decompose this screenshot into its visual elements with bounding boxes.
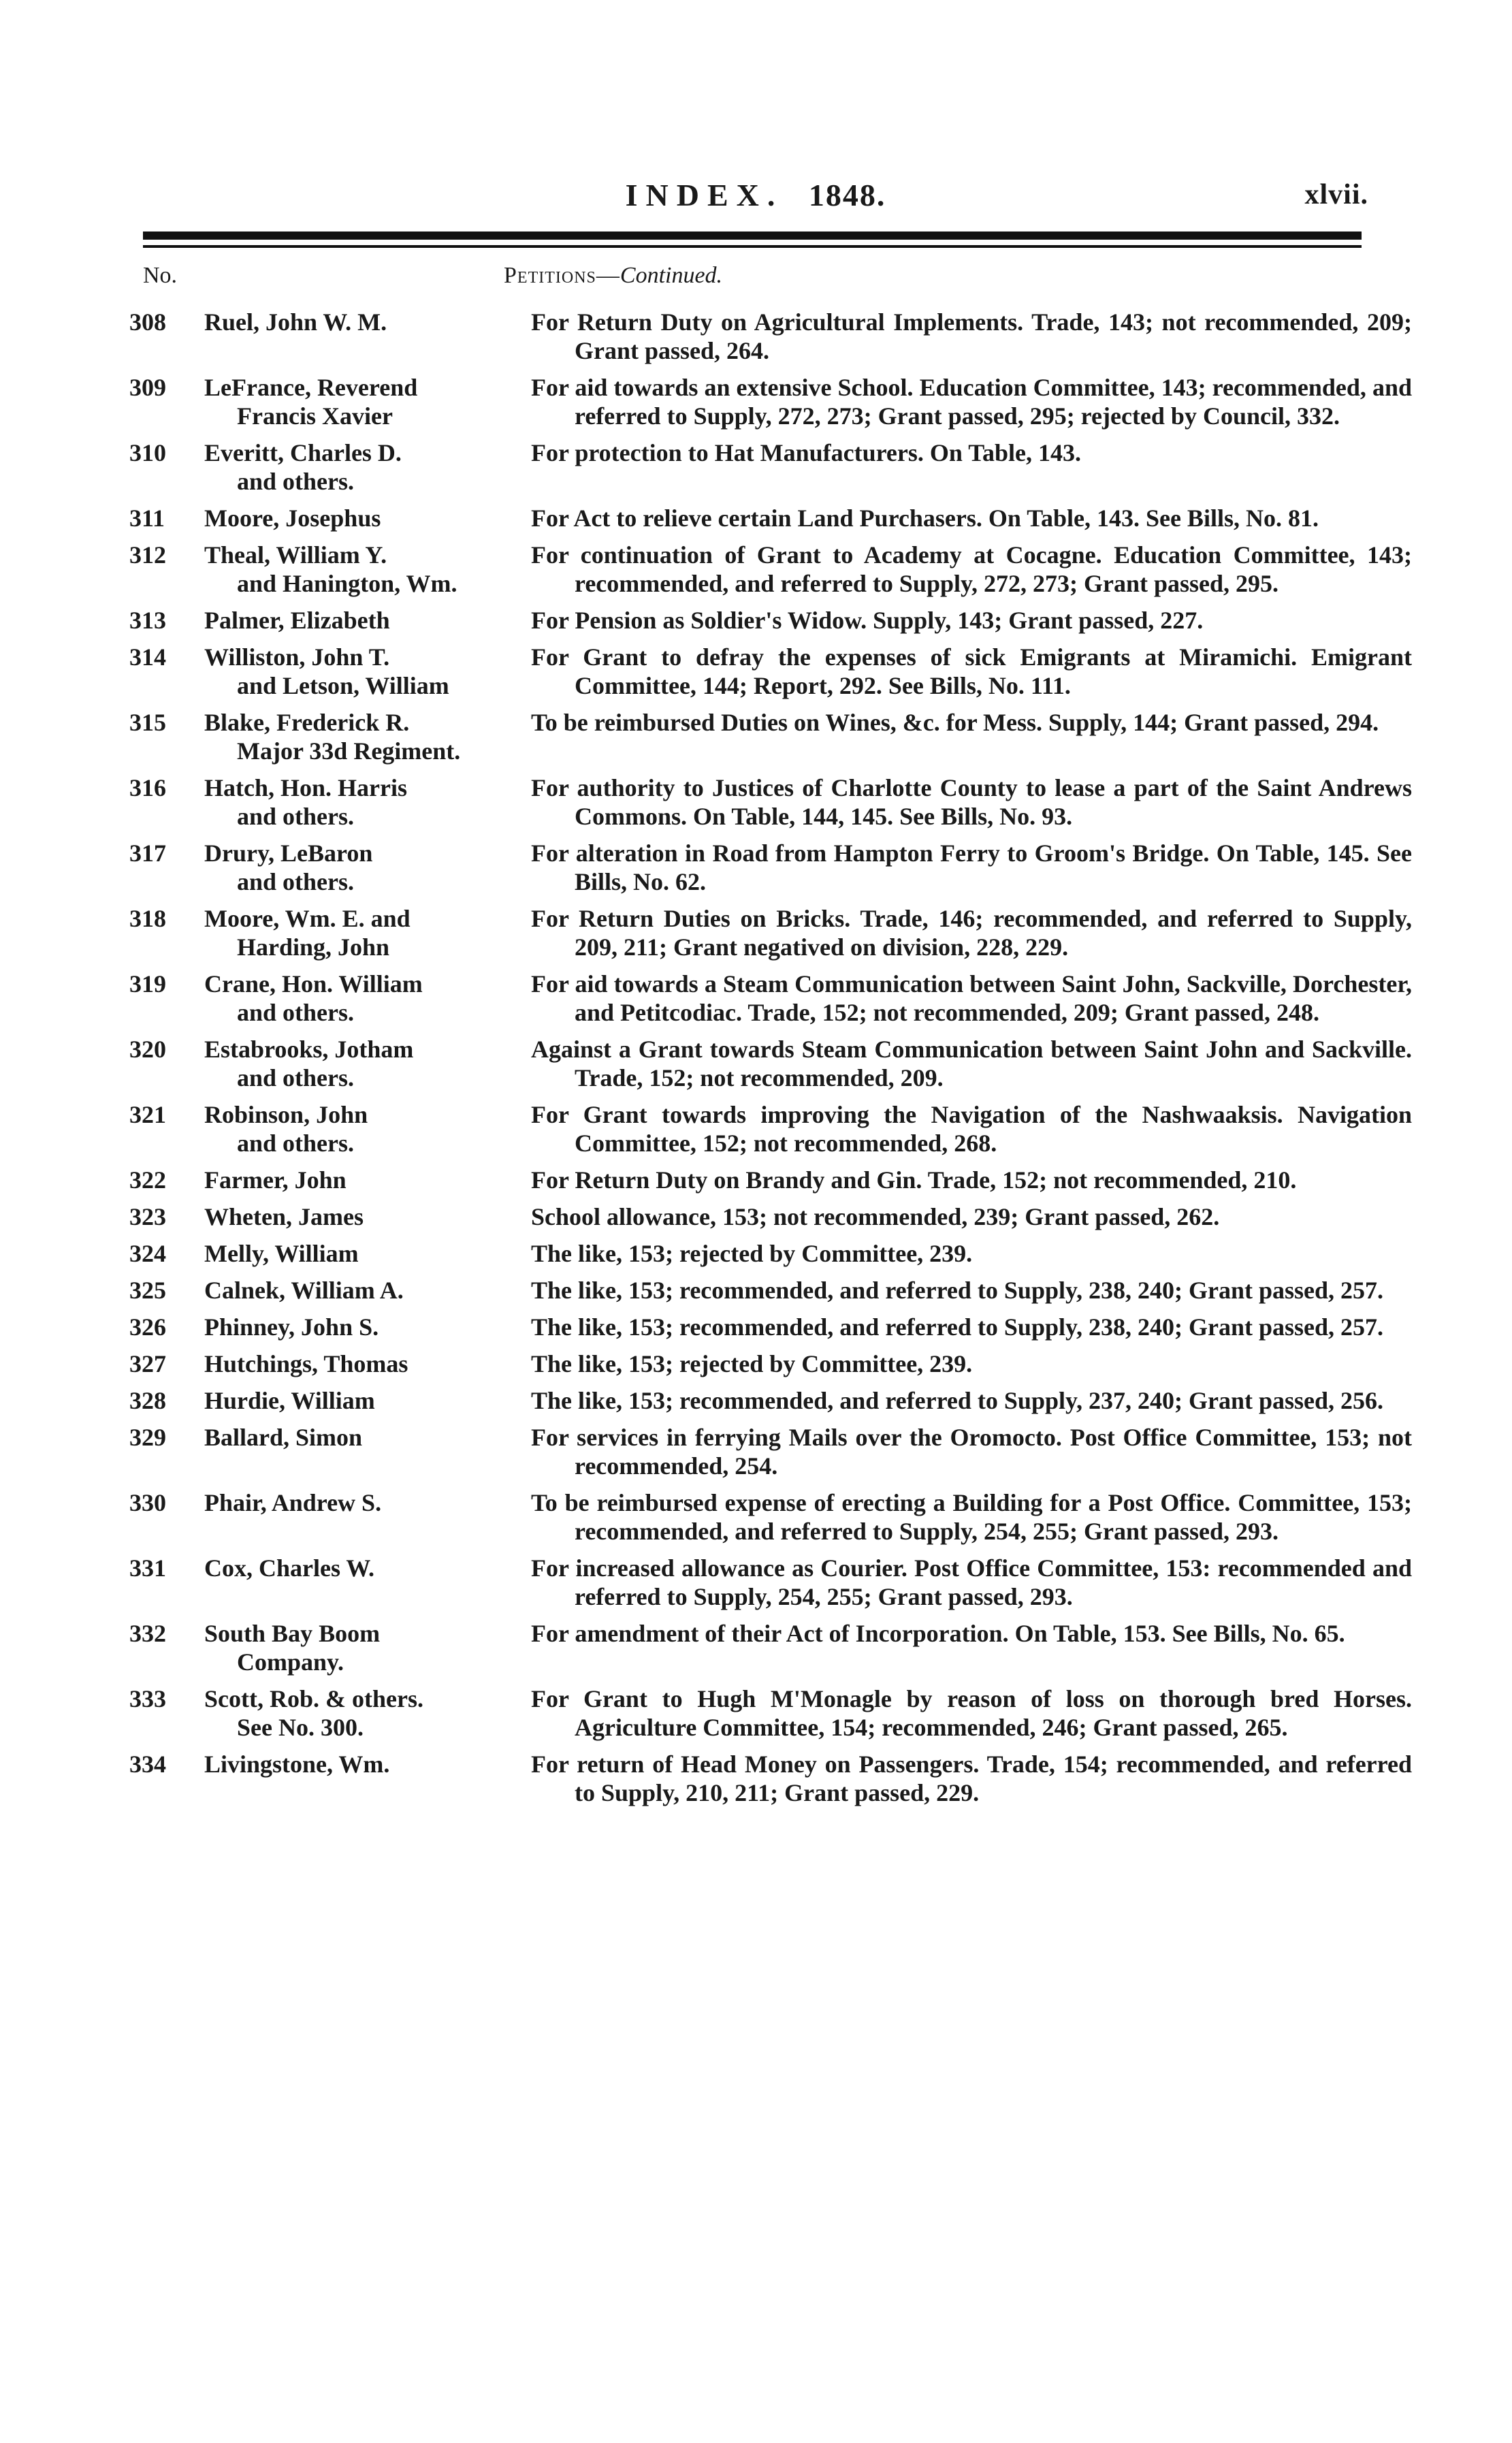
petitioner-name-line1: Blake, Frederick R. bbox=[204, 709, 410, 736]
index-entry bbox=[129, 643, 1412, 700]
petitioner-name-line1: LeFrance, Reverend bbox=[204, 374, 418, 401]
header-rule-thick bbox=[143, 231, 1362, 240]
index-entry bbox=[129, 541, 1412, 598]
petition-description: For return of Head Money on Passengers. Trade, 154; recommended, and referred to Supply, 210, 211; Grant passed, 229. bbox=[531, 1751, 1412, 1806]
petitioner-name-line1: Moore, Wm. E. and bbox=[204, 905, 411, 932]
year: 1848. bbox=[808, 178, 886, 212]
running-title bbox=[143, 177, 1368, 213]
petitioner-name bbox=[204, 1684, 524, 1742]
petitioner-name-line1: Everitt, Charles D. bbox=[204, 439, 402, 466]
entry-number: 313 bbox=[129, 607, 166, 634]
petitioner-name bbox=[204, 708, 524, 765]
petitioner-name-line1: Robinson, John bbox=[204, 1101, 368, 1128]
petitioner-name bbox=[204, 504, 524, 532]
petitioner-name-line1: Phinney, John S. bbox=[204, 1313, 379, 1341]
entry-number: 333 bbox=[129, 1685, 166, 1712]
entry-number: 329 bbox=[129, 1424, 166, 1451]
petitioner-name bbox=[204, 1750, 524, 1778]
index-entry bbox=[129, 1554, 1412, 1611]
index-entry bbox=[129, 1313, 1384, 1341]
petitioner-name-line1: Moore, Josephus bbox=[204, 505, 381, 532]
petitioner-name-line2: Company. bbox=[237, 1648, 344, 1676]
petition-description: For alteration in Road from Hampton Ferry to Groom's Bridge. On Table, 145. See Bills, No. 62. bbox=[531, 840, 1412, 895]
petition-description: For services in ferrying Mails over the Oromocto. Post Office Committee, 153; not recommended, 254. bbox=[531, 1424, 1412, 1480]
petition-description: For Grant to defray the expenses of sick Emigrants at Miramichi. Emigrant Committee, 144; Report, 292. See Bills, No. 111. bbox=[531, 643, 1412, 699]
petitioner-name-line2: and others. bbox=[237, 868, 355, 895]
petitioner-name bbox=[204, 1202, 524, 1231]
petitioner-name bbox=[204, 1350, 524, 1378]
entry-number: 317 bbox=[129, 840, 166, 867]
entry-number: 322 bbox=[129, 1166, 166, 1194]
petitioner-name bbox=[204, 839, 524, 896]
entry-number: 319 bbox=[129, 970, 166, 997]
petitioner-name-line1: Hatch, Hon. Harris bbox=[204, 774, 407, 801]
petitioner-name-line2: and Letson, William bbox=[237, 672, 449, 699]
petitioner-name bbox=[204, 1100, 524, 1157]
petition-entries bbox=[129, 308, 1412, 1815]
petitioner-name-line1: Ruel, John W. M. bbox=[204, 308, 387, 336]
page-number: xlvii. bbox=[1304, 179, 1368, 210]
entry-number: 321 bbox=[129, 1101, 166, 1128]
petitioner-name bbox=[204, 1035, 524, 1092]
entry-number: 332 bbox=[129, 1620, 166, 1647]
petitioner-name-line2: and others. bbox=[237, 803, 355, 830]
petition-description: For Pension as Soldier's Widow. Supply, 143; Grant passed, 227. bbox=[531, 607, 1204, 634]
petition-description: For protection to Hat Manufacturers. On Table, 143. bbox=[531, 439, 1081, 466]
petition-description: For Return Duty on Brandy and Gin. Trade, 152; not recommended, 210. bbox=[531, 1166, 1297, 1194]
entry-number: 326 bbox=[129, 1313, 166, 1341]
petitioner-name-line1: Crane, Hon. William bbox=[204, 970, 423, 997]
petitioner-name-line1: Palmer, Elizabeth bbox=[204, 607, 390, 634]
petition-description: For Return Duty on Agricultural Implements. Trade, 143; not recommended, 209; Grant passed, 264. bbox=[531, 308, 1412, 364]
petitioner-name-line2: and others. bbox=[237, 999, 355, 1026]
entry-number: 331 bbox=[129, 1554, 166, 1582]
petition-description: To be reimbursed Duties on Wines, &c. for Mess. Supply, 144; Grant passed, 294. bbox=[531, 709, 1379, 736]
petitioner-name-line2: and Hanington, Wm. bbox=[237, 570, 457, 597]
petitioner-name bbox=[204, 373, 524, 430]
index-word: INDEX. bbox=[625, 178, 784, 212]
petitioner-name bbox=[204, 438, 524, 496]
petitioner-name bbox=[204, 643, 524, 700]
index-entry bbox=[129, 1100, 1412, 1157]
petition-description: For Grant to Hugh M'Monagle by reason of loss on thorough bred Horses. Agriculture Committee, 154; recommended, 246; Grant passed, 265. bbox=[531, 1685, 1412, 1741]
index-entry bbox=[129, 308, 1412, 365]
index-entry bbox=[129, 1035, 1412, 1092]
index-entry bbox=[129, 1423, 1412, 1480]
petitioner-name-line1: Drury, LeBaron bbox=[204, 840, 373, 867]
petitioner-name-line1: South Bay Boom bbox=[204, 1620, 381, 1647]
entry-number: 308 bbox=[129, 308, 166, 336]
index-entry bbox=[129, 1239, 1375, 1268]
index-entry bbox=[129, 606, 1375, 635]
page-header bbox=[143, 177, 1368, 231]
petition-description: To be reimbursed expense of erecting a Building for a Post Office. Committee, 153; recommended, and referred to Supply, 254, 255; Grant passed, 293. bbox=[531, 1489, 1412, 1545]
petitioner-name-line2: and others. bbox=[237, 468, 355, 495]
entry-number: 318 bbox=[129, 905, 166, 932]
petitioner-name bbox=[204, 1488, 524, 1517]
petition-description: For Act to relieve certain Land Purchasers. On Table, 143. See Bills, No. 81. bbox=[531, 505, 1319, 532]
entry-number: 325 bbox=[129, 1277, 166, 1304]
petitioner-name bbox=[204, 1313, 524, 1341]
petition-description: The like, 153; rejected by Committee, 239. bbox=[531, 1240, 973, 1267]
entry-number: 315 bbox=[129, 709, 166, 736]
index-entry bbox=[129, 1488, 1412, 1546]
petitioner-name-line2: See No. 300. bbox=[237, 1714, 364, 1741]
petition-description: For Grant towards improving the Navigation of the Nashwaaksis. Navigation Committee, 152; not recommended, 268. bbox=[531, 1101, 1412, 1157]
petitioner-name bbox=[204, 308, 524, 336]
petitioner-name-line2: Harding, John bbox=[237, 933, 390, 961]
petition-description: The like, 153; recommended, and referred to Supply, 237, 240; Grant passed, 256. bbox=[531, 1387, 1384, 1414]
index-entry bbox=[129, 1386, 1384, 1415]
petitioner-name-line1: Hurdie, William bbox=[204, 1387, 375, 1414]
petition-description: School allowance, 153; not recommended, 239; Grant passed, 262. bbox=[531, 1203, 1220, 1230]
petitioner-name-line1: Cox, Charles W. bbox=[204, 1554, 375, 1582]
petitioner-name bbox=[204, 1619, 524, 1676]
petition-description: The like, 153; recommended, and referred to Supply, 238, 240; Grant passed, 257. bbox=[531, 1277, 1384, 1304]
index-entry bbox=[129, 1202, 1375, 1231]
column-heading bbox=[143, 263, 1362, 297]
petition-description: The like, 153; recommended, and referred to Supply, 238, 240; Grant passed, 257. bbox=[531, 1313, 1384, 1341]
petition-description: For Return Duties on Bricks. Trade, 146; recommended, and referred to Supply, 209, 211; Grant negatived on division, 228, 229. bbox=[531, 905, 1412, 961]
entry-number: 309 bbox=[129, 374, 166, 401]
entry-number: 312 bbox=[129, 541, 166, 569]
entry-number: 311 bbox=[129, 505, 165, 532]
petitioner-name bbox=[204, 970, 524, 1027]
petitioner-name-line1: Theal, William Y. bbox=[204, 541, 387, 569]
index-entry bbox=[129, 1750, 1412, 1807]
petitioner-name-line2: Francis Xavier bbox=[237, 402, 393, 430]
entry-number: 330 bbox=[129, 1489, 166, 1516]
petition-description: Against a Grant towards Steam Communication between Saint John and Sackville. Trade, 152; not recommended, 209. bbox=[531, 1036, 1412, 1091]
petitioner-name-line1: Livingstone, Wm. bbox=[204, 1751, 390, 1778]
section-heading bbox=[504, 263, 722, 289]
petitioner-name-line2: and others. bbox=[237, 1130, 355, 1157]
petitioner-name bbox=[204, 773, 524, 831]
petitioner-name bbox=[204, 1239, 524, 1268]
petitioner-name bbox=[204, 1386, 524, 1415]
petitioner-name bbox=[204, 1276, 524, 1305]
petitioner-name bbox=[204, 541, 524, 598]
petitioner-name-line1: Scott, Rob. & others. bbox=[204, 1685, 423, 1712]
petitioner-name-line1: Williston, John T. bbox=[204, 643, 390, 671]
entry-number: 328 bbox=[129, 1387, 166, 1414]
petitioner-name bbox=[204, 904, 524, 961]
petition-description: For continuation of Grant to Academy at Cocagne. Education Committee, 143; recommended, and referred to Supply, 272, 273; Grant passed, 295. bbox=[531, 541, 1412, 597]
section-continued: Continued. bbox=[620, 263, 723, 288]
petition-description: For amendment of their Act of Incorporation. On Table, 153. See Bills, No. 65. bbox=[531, 1620, 1345, 1647]
index-entry bbox=[129, 1684, 1412, 1742]
petitioner-name-line2: and others. bbox=[237, 1064, 355, 1091]
petitioner-name-line1: Farmer, John bbox=[204, 1166, 347, 1194]
petition-description: For aid towards a Steam Communication between Saint John, Sackville, Dorchester, and Petitcodiac. Trade, 152; not recommended, 209; Grant passed, 248. bbox=[531, 970, 1412, 1026]
index-entry bbox=[129, 504, 1375, 532]
index-entry bbox=[129, 373, 1412, 430]
entry-number: 316 bbox=[129, 774, 166, 801]
index-entry bbox=[129, 970, 1412, 1027]
entry-number: 310 bbox=[129, 439, 166, 466]
petitioner-name bbox=[204, 1166, 524, 1194]
index-entry bbox=[129, 904, 1412, 961]
petitioner-name-line1: Ballard, Simon bbox=[204, 1424, 363, 1451]
petition-description: For authority to Justices of Charlotte County to lease a part of the Saint Andrews Commons. On Table, 144, 145. See Bills, No. 93. bbox=[531, 774, 1412, 830]
entry-number: 320 bbox=[129, 1036, 166, 1063]
index-entry bbox=[129, 1166, 1375, 1194]
index-entry bbox=[129, 438, 1375, 496]
entry-number: 314 bbox=[129, 643, 166, 671]
petitioner-name bbox=[204, 1554, 524, 1582]
petitioner-name-line1: Melly, William bbox=[204, 1240, 359, 1267]
entry-number: 334 bbox=[129, 1751, 166, 1778]
petitioner-name-line1: Hutchings, Thomas bbox=[204, 1350, 408, 1377]
petitioner-name bbox=[204, 1423, 524, 1452]
index-entry bbox=[129, 1619, 1375, 1676]
petition-description: For increased allowance as Courier. Post Office Committee, 153: recommended and referred to Supply, 254, 255; Grant passed, 293. bbox=[531, 1554, 1412, 1610]
entry-number: 323 bbox=[129, 1203, 166, 1230]
header-rule-thin bbox=[143, 245, 1362, 248]
section-label: Petitions— bbox=[504, 263, 620, 288]
index-entry bbox=[129, 773, 1412, 831]
petitioner-name-line1: Estabrooks, Jotham bbox=[204, 1036, 414, 1063]
petition-description: The like, 153; rejected by Committee, 239. bbox=[531, 1350, 973, 1377]
index-entry bbox=[129, 1276, 1384, 1305]
entry-number: 327 bbox=[129, 1350, 166, 1377]
petitioner-name-line1: Phair, Andrew S. bbox=[204, 1489, 382, 1516]
entry-number: 324 bbox=[129, 1240, 166, 1267]
petitioner-name-line1: Calnek, William A. bbox=[204, 1277, 404, 1304]
index-entry bbox=[129, 839, 1412, 896]
petitioner-name-line2: Major 33d Regiment. bbox=[237, 737, 461, 765]
number-column-label: No. bbox=[143, 263, 178, 288]
index-entry bbox=[129, 1350, 1375, 1378]
index-entry bbox=[129, 708, 1379, 765]
petitioner-name-line1: Wheten, James bbox=[204, 1203, 364, 1230]
petition-description: For aid towards an extensive School. Education Committee, 143; recommended, and referred to Supply, 272, 273; Grant passed, 295; rejected by Council, 332. bbox=[531, 374, 1412, 430]
petitioner-name bbox=[204, 606, 524, 635]
